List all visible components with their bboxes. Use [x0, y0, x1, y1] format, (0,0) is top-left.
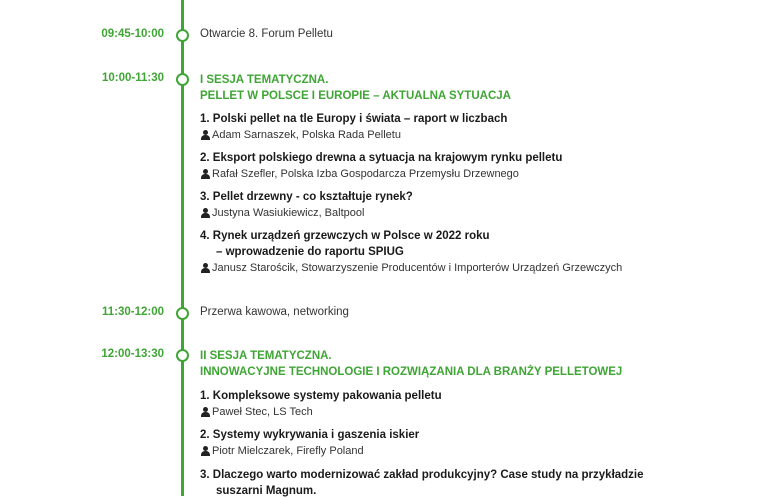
- session-title: I SESJA TEMATYCZNA.: [200, 74, 329, 86]
- timeline-dot: [176, 73, 189, 86]
- person-icon: [201, 130, 210, 140]
- timeline-dot: [176, 307, 189, 320]
- talk-title: 2. Eksport polskiego drewna a sytuacja na krajowym rynku pelletu: [200, 152, 563, 164]
- person-icon: [201, 407, 210, 417]
- time-label: 12:00-13:30: [101, 348, 164, 360]
- speaker-name: Janusz Starościk, Stowarzyszenie Producentów i Importerów Urządzeń Grzewczych: [212, 262, 623, 274]
- session-subtitle: INNOWACYJNE TECHNOLOGIE I ROZWIĄZANIA DLA BRANŻY PELLETOWEJ: [200, 366, 623, 378]
- time-label: 10:00-11:30: [101, 72, 164, 84]
- speaker-name: Justyna Wasiukiewicz, Baltpool: [212, 207, 365, 219]
- talk-title: 3. Pellet drzewny - co kształtuje rynek?: [200, 191, 413, 203]
- speaker: [200, 443, 745, 459]
- timeline-dot: [176, 349, 189, 362]
- time-label: 09:45-10:00: [101, 28, 164, 40]
- talk-title-continued: – wprowadzenie do raportu SPIUG: [216, 246, 404, 258]
- talk-title-continued: suszarni Magnum.: [216, 485, 317, 497]
- item-text: Otwarcie 8. Forum Pelletu: [200, 28, 333, 40]
- person-icon: [201, 263, 210, 273]
- talk-title: 1. Polski pellet na tle Europy i świata – raport w liczbach: [200, 113, 508, 125]
- session-title: II SESJA TEMATYCZNA.: [200, 350, 332, 362]
- speaker-name: Rafał Szefler, Polska Izba Gospodarcza Przemysłu Drzewnego: [212, 168, 519, 180]
- speaker-name: Adam Sarnaszek, Polska Rada Pelletu: [212, 129, 401, 141]
- time-label: 11:30-12:00: [101, 306, 164, 318]
- person-icon: [201, 208, 210, 218]
- speaker: [200, 166, 745, 182]
- speaker: [200, 260, 745, 276]
- speaker: [200, 127, 745, 143]
- person-icon: [201, 446, 210, 456]
- speaker-name: Piotr Mielczarek, Firefly Poland: [212, 445, 364, 457]
- speaker-name: Paweł Stec, LS Tech: [212, 406, 313, 418]
- person-icon: [201, 169, 210, 179]
- speaker: [200, 404, 745, 420]
- speaker: [200, 205, 745, 221]
- timeline-dot: [176, 29, 189, 42]
- talk-title: 1. Kompleksowe systemy pakowania pelletu: [200, 390, 442, 402]
- talk-title: 2. Systemy wykrywania i gaszenia iskier: [200, 429, 420, 441]
- talk-title: 4. Rynek urządzeń grzewczych w Polsce w 2022 roku: [200, 230, 490, 242]
- item-text: Przerwa kawowa, networking: [200, 306, 349, 318]
- session-subtitle: PELLET W POLSCE I EUROPIE – AKTUALNA SYTUACJA: [200, 90, 511, 102]
- talk-title: 3. Dlaczego warto modernizować zakład produkcyjny? Case study na przykładzie: [200, 469, 644, 481]
